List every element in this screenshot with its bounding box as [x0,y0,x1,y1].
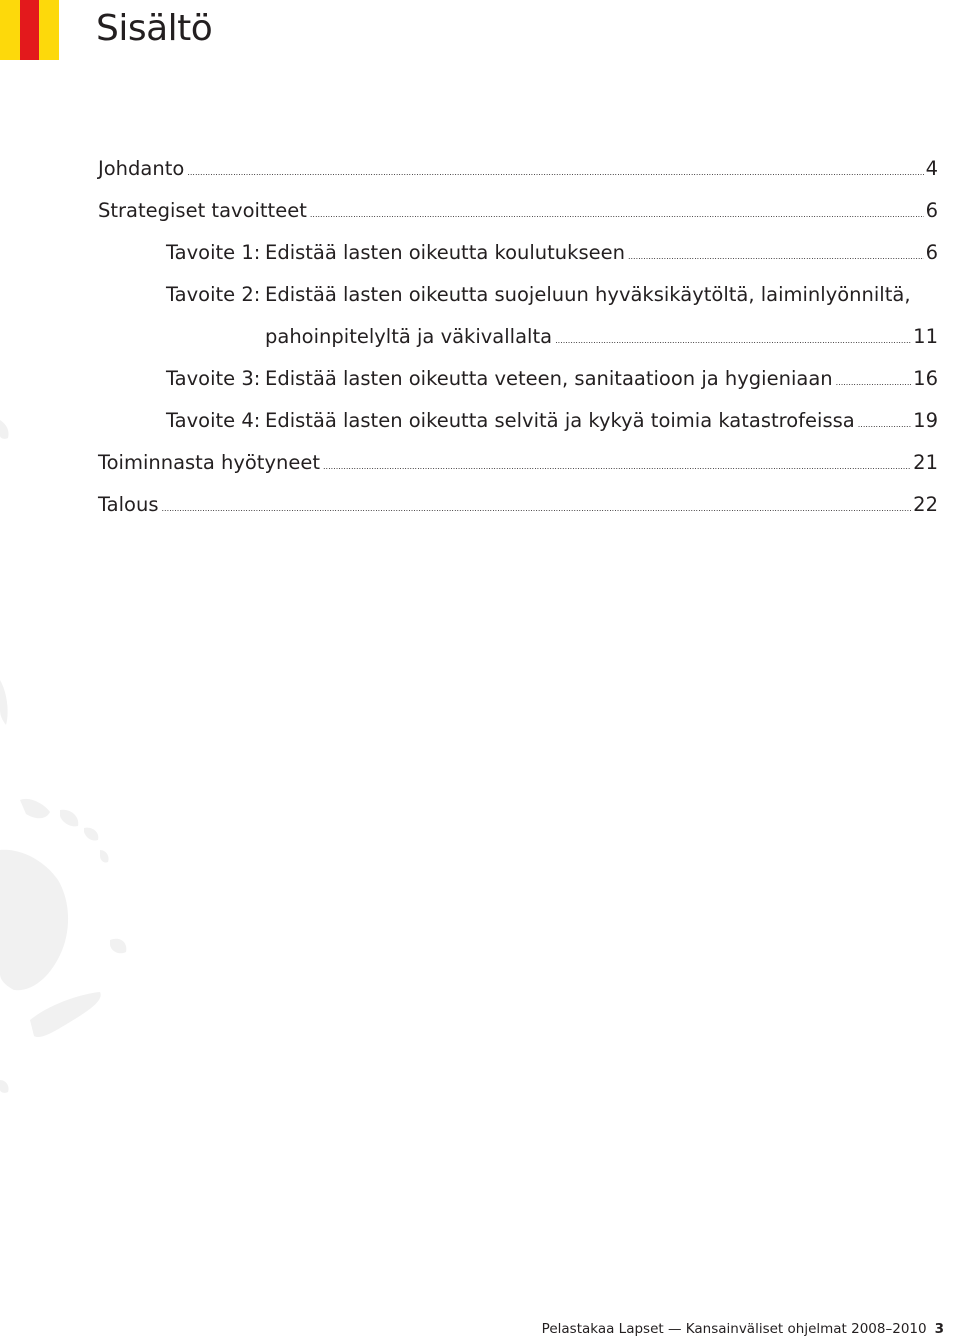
logo-stripe-red [20,0,39,60]
toc-page-number: 11 [913,325,938,348]
footer-text: Pelastakaa Lapset — Kansainväliset ohjelmat 2008–2010 [541,1321,927,1337]
page-title: Sisältö [96,8,213,49]
toc-entry-tavoite-1[interactable] [166,232,938,274]
toc-page-number: 4 [925,157,938,180]
toc-entry-tavoite-3[interactable] [166,358,938,400]
toc-leader-dots [858,404,911,446]
page-footer [542,1321,944,1337]
toc-entry-toiminnasta-hyotyneet[interactable] [98,442,938,484]
toc-entry-title: Strategiset tavoitteet [98,199,307,222]
logo-stripe-yellow [0,0,20,60]
toc-entry-label: Tavoite 1: [166,241,261,264]
toc-entry-tavoite-2-line1[interactable] [166,274,911,316]
toc-entry-tavoite-4[interactable] [166,400,938,442]
toc-entry-title: Edistää lasten oikeutta veteen, sanitaatioon ja hygieniaan [265,367,833,390]
toc-entry-title: Edistää lasten oikeutta suojeluun hyväksikäytöltä, laiminlyönniltä, [265,283,911,306]
toc-page-number: 21 [913,451,938,474]
toc-page-number: 6 [925,241,938,264]
toc-entry-strategiset-tavoitteet[interactable] [98,190,938,232]
toc-entry-label: Tavoite 4: [166,409,261,432]
toc-page-number: 6 [925,199,938,222]
toc-leader-dots [836,362,912,404]
toc-entry-talous[interactable] [98,484,938,526]
footer-page-number: 3 [934,1321,944,1337]
toc-leader-dots [187,152,923,194]
toc-leader-dots [310,194,924,236]
logo-stripe-yellow-right [39,0,59,60]
toc-entry-title: Talous [98,493,159,516]
toc-page-number: 16 [913,367,938,390]
toc-leader-dots [162,488,912,530]
toc-leader-dots [555,320,911,362]
toc-page-number: 22 [913,493,938,516]
toc-leader-dots [323,446,911,488]
toc-entry-title: pahoinpitelyltä ja väkivallalta [265,325,553,348]
toc-entry-label: Tavoite 2: [166,283,261,306]
toc-leader-dots [628,236,924,278]
toc-entry-title: Edistää lasten oikeutta koulutukseen [265,241,625,264]
toc-page-number: 19 [913,409,938,432]
toc-entry-johdanto[interactable] [98,148,938,190]
toc-entry-label: Tavoite 3: [166,367,261,390]
toc-entry-title: Edistää lasten oikeutta selvitä ja kykyä toimia katastrofeissa [265,409,855,432]
toc-entry-title: Johdanto [98,157,185,180]
toc-entry-tavoite-2-line2[interactable] [265,316,938,358]
toc-entry-title: Toiminnasta hyötyneet [98,451,320,474]
